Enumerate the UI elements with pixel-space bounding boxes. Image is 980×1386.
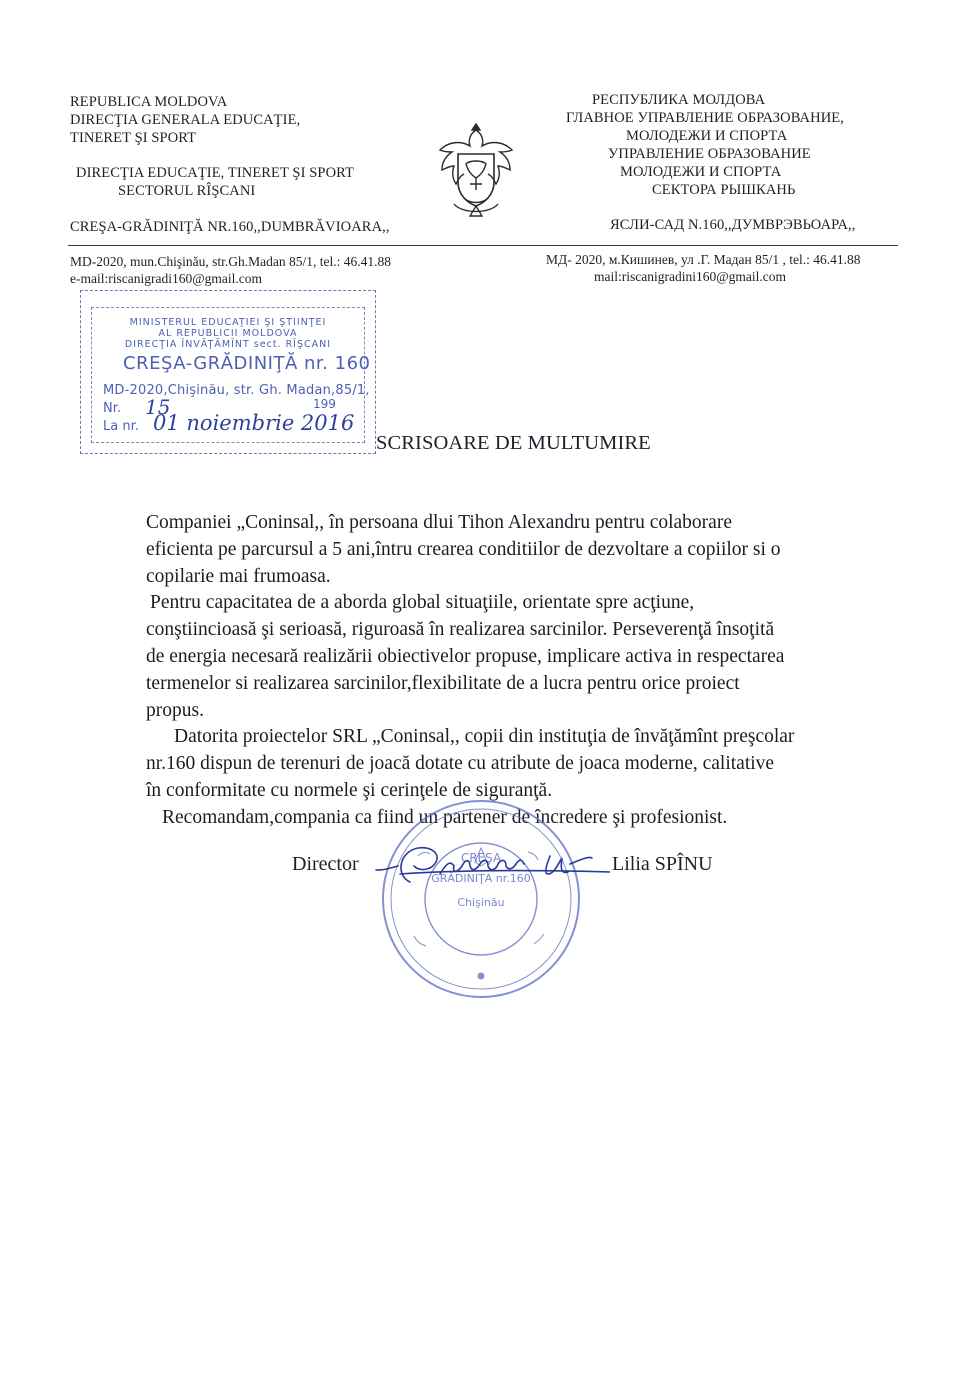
body-line: Companiei „Coninsal,, în persoana dlui Tihon Alexandru pentru colaborare — [146, 512, 732, 533]
body-line: Pentru capacitatea de a aborda global situaţiile, orientate spre acţiune, — [150, 592, 695, 614]
address-ru-line: МД- 2020, м.Кишинев, ул .Г. Мадан 85/1 , tel.: 46.41.88 — [546, 252, 861, 267]
stamp-text: MINISTERUL EDUCAŢIEI ŞI ŞTIINŢEI — [129, 317, 327, 328]
stamp-kindergarten: CREŞA-GRĂDINIŢĂ nr. 160 — [123, 353, 371, 374]
body-line: conştiincioasă şi serioasă, riguroasă în realizarea sarcinilor. Perseverenţă însoţită — [146, 619, 775, 641]
letter-title: SCRISOARE DE MULTUMIRE — [376, 432, 651, 454]
stamp-year-prefix: 199 — [313, 397, 336, 411]
header-ru-line: РЕСПУБЛИКА МОЛДОВА — [592, 92, 766, 108]
header-ru-kindergarten: ЯСЛИ-САД N.160,,ДУМВРЭВЬОАРА,, — [610, 217, 856, 233]
stamp-address: MD-2020,Chişinău, str. Gh. Madan,85/1, — [103, 383, 370, 398]
body-line: în conformitate cu normele şi cerinţele de siguranţă. — [146, 779, 553, 801]
address-ro-line: MD-2020, mun.Chişinău, str.Gh.Madan 85/1, tel.: 46.41.88 — [70, 254, 391, 269]
stamp-text: DIRECŢIA ÎNVĂŢĂMÎNT sect. RÎŞCANI — [124, 339, 332, 350]
header-ru-line: МОЛОДЕЖИ И СПОРТА — [620, 164, 782, 180]
header-ru-line: ГЛАВНОЕ УПРАВЛЕНИЕ ОБРАЗОВАНИЕ, — [566, 110, 844, 126]
header-ro-kindergarten: CREŞA-GRĂDINIŢĂ NR.160,,DUMBRĂVIOARA,, — [70, 219, 390, 235]
handwritten-signature-icon — [370, 836, 610, 896]
body-line: eficienta pe parcursul a 5 ani,întru crearea conditiilor de dezvoltare a copiilor si o — [146, 538, 781, 560]
seal-text-bottom: Chişinău — [457, 896, 505, 909]
header-ro-line: SECTORUL RÎŞCANI — [118, 183, 256, 199]
header-ro-line: TINERET ŞI SPORT — [70, 130, 197, 146]
header-ro-direction — [76, 164, 354, 200]
seal-text-mid: GRĂDINIŢA nr.160 — [431, 872, 531, 885]
registration-stamp — [80, 290, 376, 454]
address-ro — [70, 253, 391, 287]
header-ro-line: DIRECŢIA EDUCAŢIE, TINERET ŞI SPORT — [76, 165, 354, 181]
signature-name: Lilia SPÎNU — [612, 853, 713, 875]
header-ru-institution — [566, 91, 844, 199]
stamp-text: AL REPUBLICII MOLDOVA — [158, 328, 298, 339]
stamp-nr-label: Nr. — [103, 401, 122, 416]
stamp-la-label: La nr. — [103, 419, 139, 434]
header-ro-institution — [70, 93, 300, 147]
body-line: propus. — [146, 699, 204, 721]
body-line: termenelor si realizarea sarcinilor,flexibilitate de a lucra pentru orice proiect — [146, 672, 740, 694]
letter-body — [146, 510, 926, 832]
header-ro-line: DIRECŢIA GENERALA EDUCAŢIE, — [70, 112, 301, 128]
official-seal-icon — [378, 796, 584, 1002]
body-line: nr.160 dispun de terenuri de joacă dotate cu atribute de joaca moderne, calitative — [146, 753, 775, 775]
body-line: Recomandam,compania ca fiind un partener de încredere şi profesionist. — [162, 806, 728, 828]
address-ro-email: e-mail:riscanigradi160@gmail.com — [70, 271, 262, 286]
body-line: Datorita proiectelor SRL „Coninsal,, copii din instituţia de învăţămînt preşcolar — [174, 726, 795, 748]
header-ru-line: МОЛОДЕЖИ И СПОРТА — [626, 128, 788, 144]
address-ru — [546, 251, 860, 285]
header-ru-line: УПРАВЛЕНИЕ ОБРАЗОВАНИЕ — [608, 146, 811, 162]
stamp-date-handwritten: 01 noiembrie 2016 — [153, 411, 355, 435]
header-ru-line: СЕКТОРА РЫШКАНЬ — [652, 182, 796, 198]
header-ro-line: REPUBLICA MOLDOVA — [70, 94, 228, 110]
stamp-nr-value: 15 — [145, 395, 171, 419]
seal-text-top: CREŞA — [460, 851, 502, 865]
body-line: copilarie mai frumoasa. — [146, 565, 331, 587]
coat-of-arms-icon — [436, 118, 516, 222]
address-ru-email: mail:riscanigradini160@gmail.com — [594, 269, 787, 284]
signature-role: Director — [292, 853, 359, 875]
header-divider — [68, 245, 898, 246]
body-line: de energia necesară realizării obiectivelor propuse, implicare activa in respectarea — [146, 645, 785, 667]
